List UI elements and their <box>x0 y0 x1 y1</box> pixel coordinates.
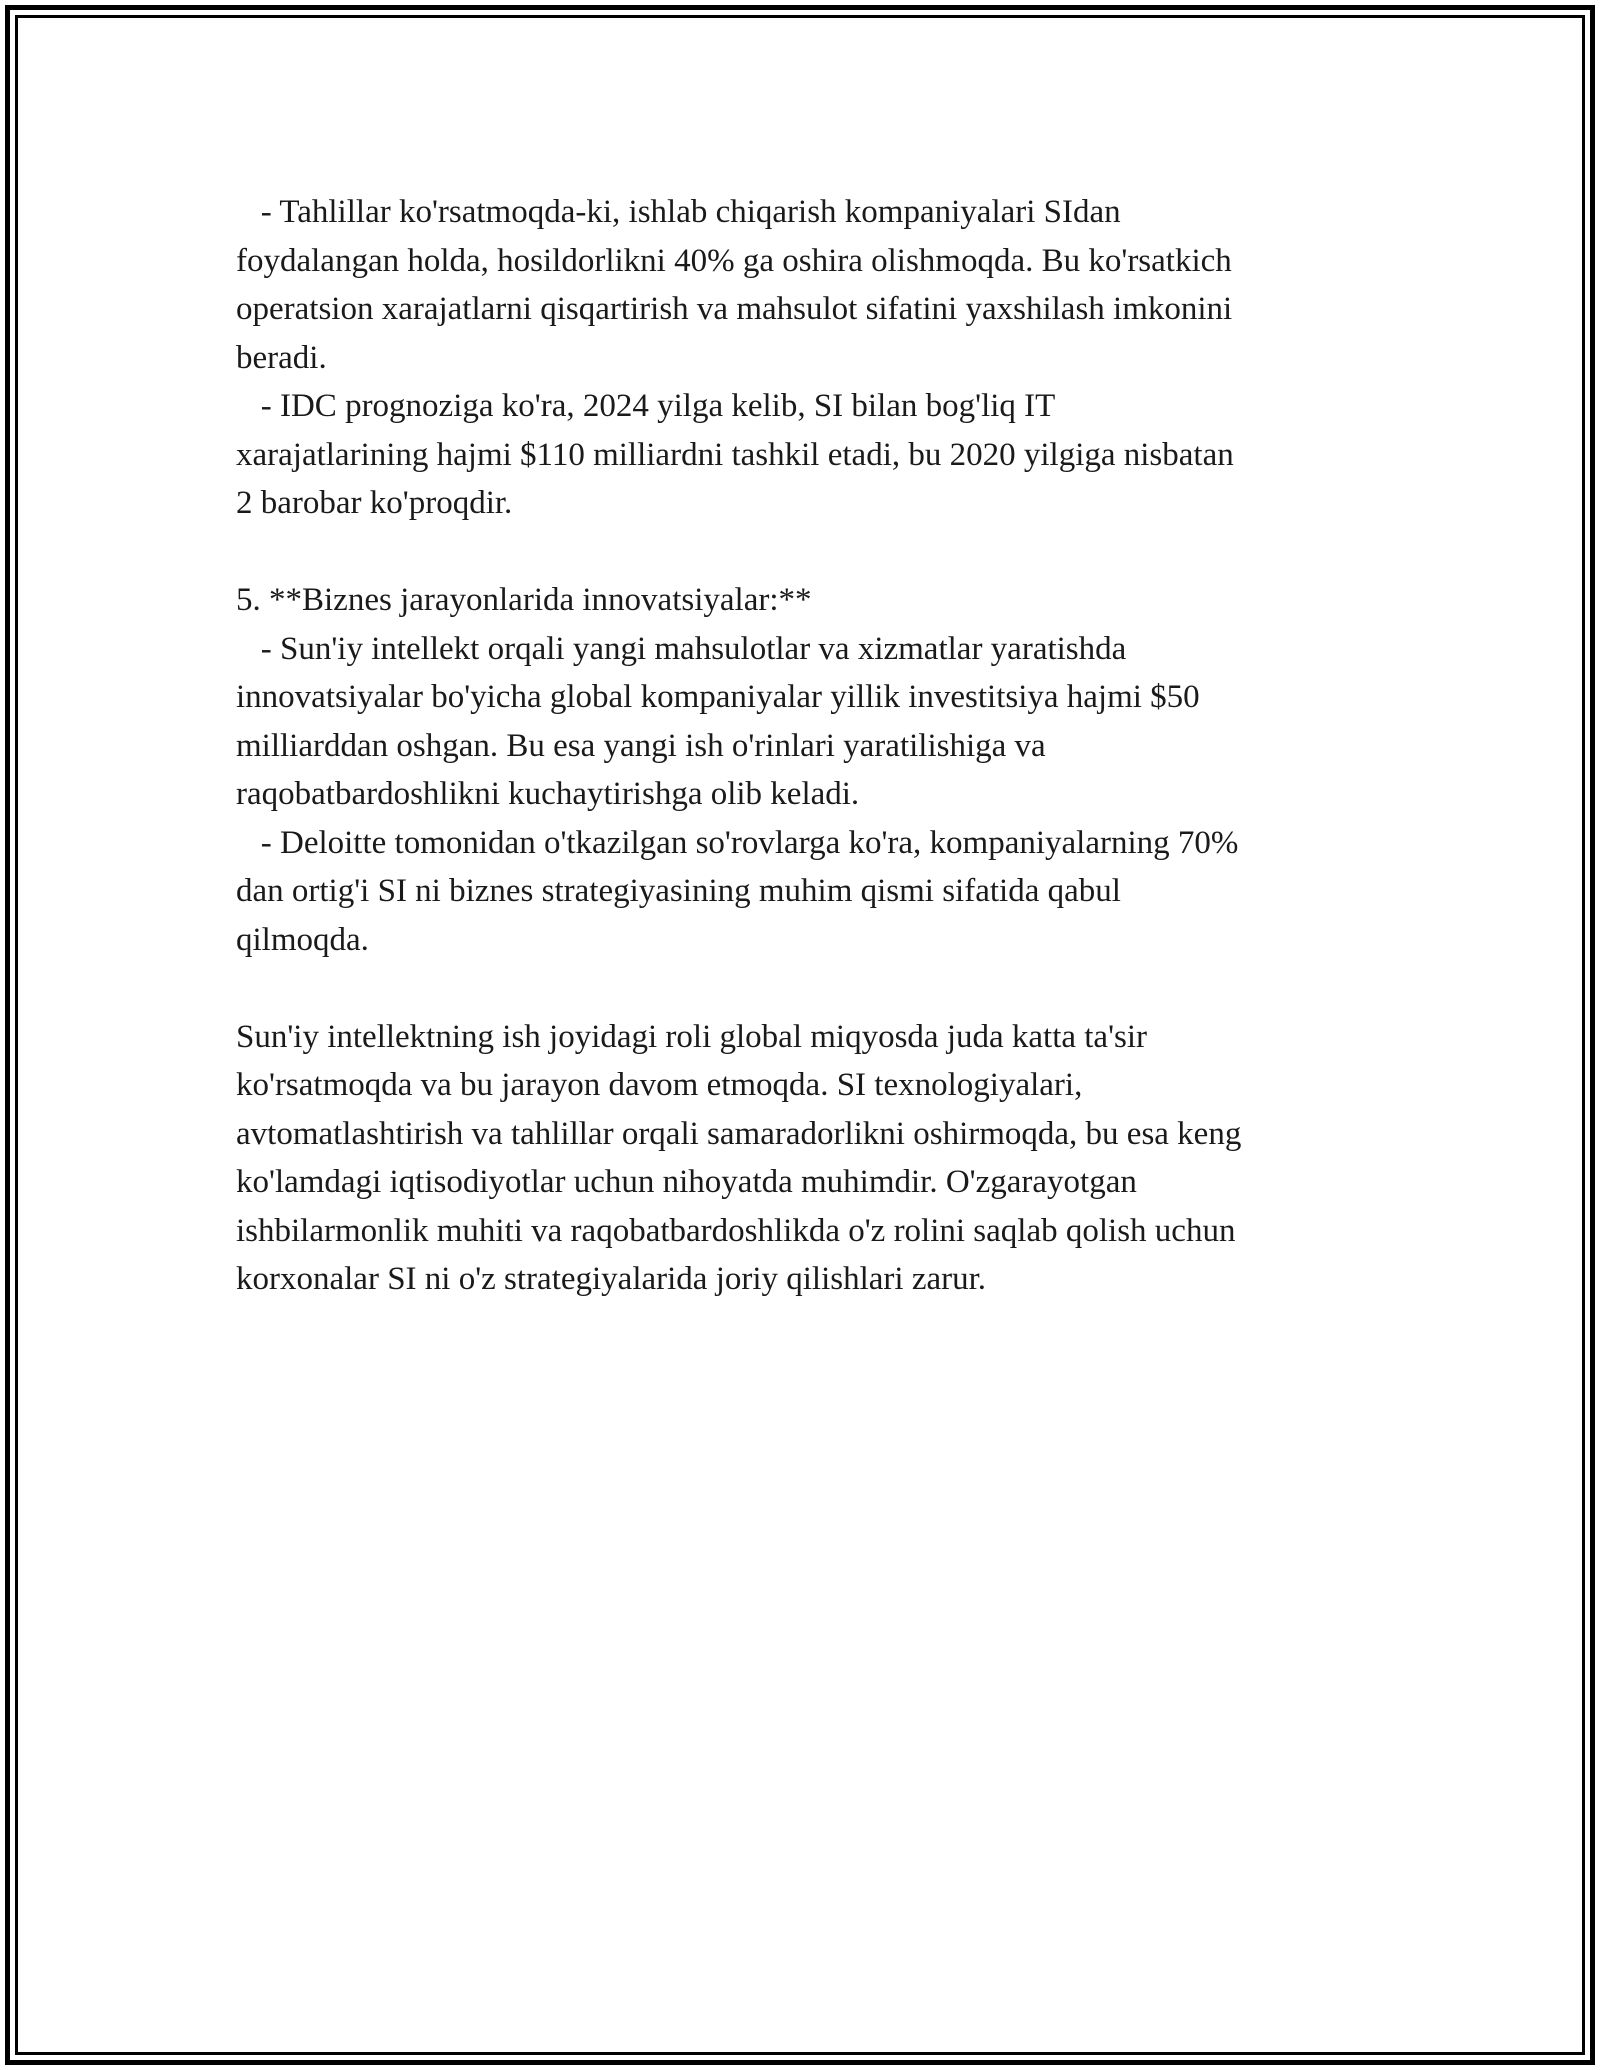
text-line: ko'rsatmoqda va bu jarayon davom etmoqda. SI texnologiyalari, <box>236 1067 1083 1103</box>
text-line: 2 barobar ko'proqdir. <box>236 485 513 521</box>
text-line: raqobatbardoshlikni kuchaytirishga olib keladi. <box>236 776 860 812</box>
text-line: dan ortig'i SI ni biznes strategiyasining muhim qismi sifatida qabul <box>236 873 1121 909</box>
text-line: ko'lamdagi iqtisodiyotlar uchun nihoyatda muhimdir. O'zgarayotgan <box>236 1164 1137 1200</box>
text-line: ishbilarmonlik muhiti va raqobatbardoshlikda o'z rolini saqlab qolish uchun <box>236 1212 1236 1249</box>
text-line: avtomatlashtirish va tahlillar orqali samaradorlikni oshirmoqda, bu esa keng <box>236 1115 1242 1152</box>
text-line: korxonalar SI ni o'z strategiyalarida joriy qilishlari zarur. <box>236 1261 987 1297</box>
text-line: foydalangan holda, hosildorlikni 40% ga oshira olishmoqda. Bu ko'rsatkich <box>236 242 1232 279</box>
section-heading: 5. **Biznes jarayonlarida innovatsiyalar:** <box>236 582 812 618</box>
text-line: - IDC prognoziga ko'ra, 2024 yilga kelib, SI bilan bog'liq IT <box>236 388 1056 424</box>
text-line: Sun'iy intellektning ish joyidagi roli global miqyosda juda katta ta'sir <box>236 1018 1148 1055</box>
text-line: operatsion xarajatlarni qisqartirish va mahsulot sifatini yaxshilash imkonini <box>236 291 1233 327</box>
document-body <box>236 188 1366 1304</box>
text-line: - Tahlillar ko'rsatmoqda-ki, ishlab chiqarish kompaniyalari SIdan <box>236 194 1121 230</box>
text-line: - Sun'iy intellekt orqali yangi mahsulotlar va xizmatlar yaratishda <box>236 630 1127 667</box>
blank-line <box>236 528 1366 577</box>
text-line: beradi. <box>236 339 327 376</box>
text-line: innovatsiyalar bo'yicha global kompaniyalar yillik investitsiya hajmi $50 <box>236 679 1200 715</box>
text-line: xarajatlarining hajmi $110 milliardni tashkil etadi, bu 2020 yilgiga nisbatan <box>236 436 1234 473</box>
text-line: milliarddan oshgan. Bu esa yangi ish o'rinlari yaratilishiga va <box>236 727 1046 764</box>
blank-line <box>236 964 1366 1013</box>
text-line: - Deloitte tomonidan o'tkazilgan so'rovlarga ko'ra, kompaniyalarning 70% <box>236 824 1239 861</box>
text-line: qilmoqda. <box>236 921 369 958</box>
